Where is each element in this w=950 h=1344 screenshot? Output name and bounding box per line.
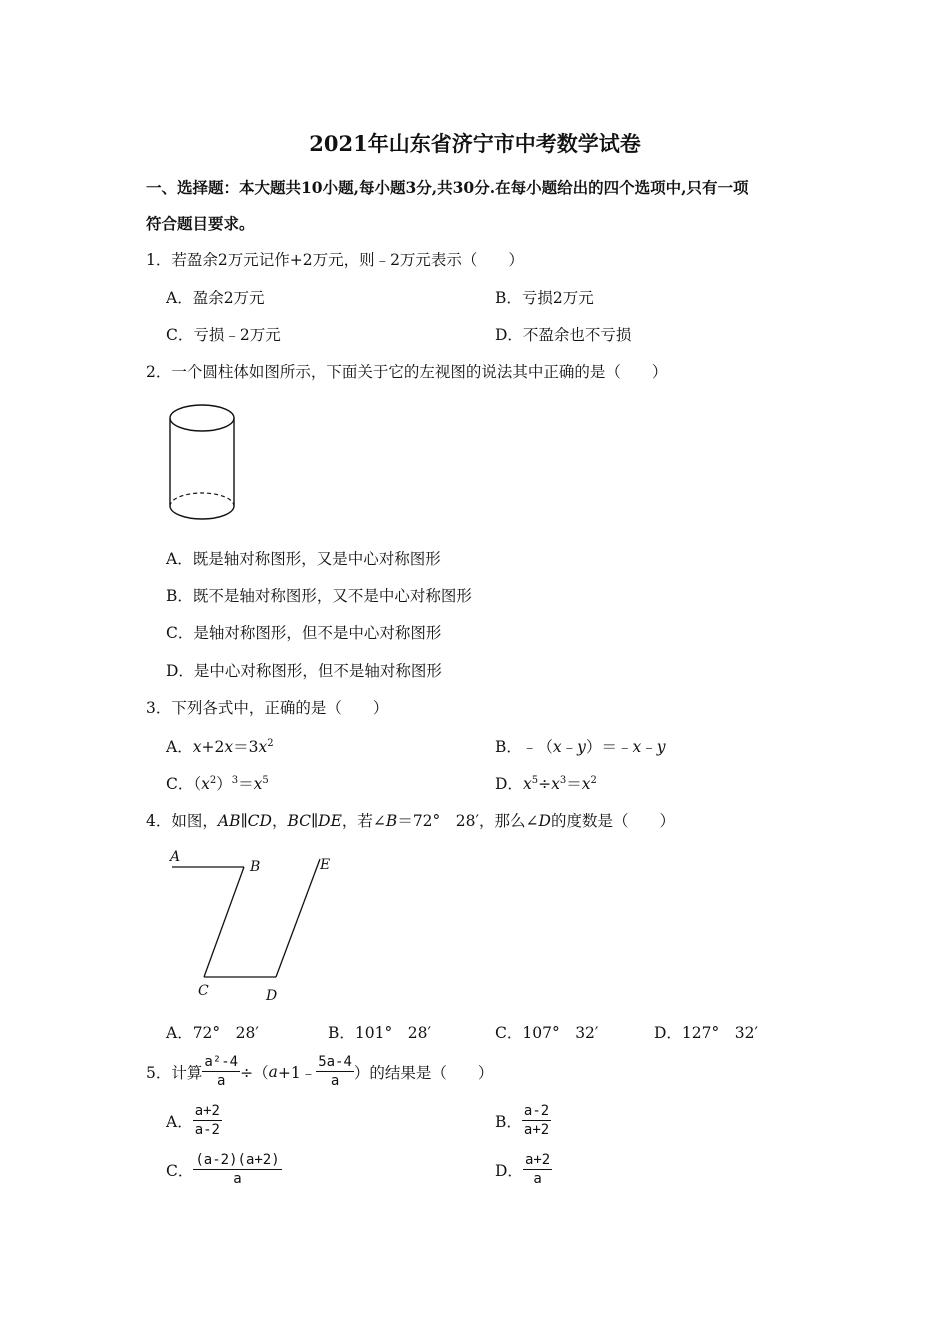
q4-option-b: B．101° 28′: [328, 1024, 431, 1042]
q1-option-c: C．亏损﹣2万元: [166, 326, 281, 344]
q2-option-b: B．既不是轴对称图形，又不是中心对称图形: [166, 587, 472, 605]
page-title: 2021年山东省济宁市中考数学试卷: [309, 131, 641, 156]
question-5-stem: 5．计算 $\frac{\text{a²-4}}{a}$ ÷（ a +1﹣ $\frac{5a-4}{a}$ ）的结果是（ ）: [146, 1054, 494, 1089]
question-2-stem: 2．一个圆柱体如图所示，下面关于它的左视图的说法其中正确的是（ ）: [146, 363, 668, 381]
q5-option-b: B． $\frac{a-2}{a+2}$: [495, 1103, 550, 1138]
q3-option-b: B．﹣（x﹣y）＝﹣x﹣y: [495, 738, 666, 756]
label-a: A: [170, 849, 181, 865]
q2-option-d: D．是中心对称图形，但不是轴对称图形: [166, 662, 442, 680]
question-3-stem: 3．下列各式中，正确的是（ ）: [146, 699, 389, 717]
q5-option-a: A． $\frac{a+2}{a-2}$: [166, 1103, 220, 1138]
q4-option-a: A．72° 28′: [166, 1024, 259, 1042]
q1-option-b: B．亏损2万元: [495, 289, 594, 307]
q3-option-d: D．$x^5\div x^3=x^2$: [495, 774, 597, 793]
q1-option-d: D．不盈余也不亏损: [495, 326, 632, 344]
q5-fraction-2: $\frac{5a-4}{a}$: [318, 1054, 352, 1089]
question-4-stem: 4．如图，AB∥CD，BC∥DE，若∠B＝72° 28′，那么∠D的度数是（ ）: [146, 812, 675, 830]
q5-option-d: D． $\frac{a+2}{a}$: [495, 1152, 551, 1187]
q5-fraction-1: $\frac{\text{a²-4}}{a}$: [204, 1054, 239, 1089]
label-b: B: [250, 859, 261, 875]
label-e: E: [320, 857, 331, 873]
q3-option-a: A．$x+2x=3x^2$: [166, 737, 274, 756]
question-1-stem: 1．若盈余2万元记作+2万元，则﹣2万元表示（ ）: [146, 251, 524, 269]
q3-option-c: C．$(x^2)^3=x^5$: [166, 774, 269, 793]
q4-option-c: C．107° 32′: [495, 1024, 599, 1042]
q1-option-a: A．盈余2万元: [166, 289, 265, 307]
label-c: C: [198, 983, 209, 999]
section-heading-line2: 符合题目要求。: [146, 214, 255, 233]
section-heading-line1: 一、选择题：本大题共10小题,每小题3分,共30分.在每小题给出的四个选项中,只有一项: [146, 178, 749, 197]
q2-option-c: C．是轴对称图形，但不是中心对称图形: [166, 624, 442, 642]
label-d: D: [266, 988, 278, 1004]
parallel-lines-figure: [164, 845, 344, 1010]
q2-option-a: A．既是轴对称图形，又是中心对称图形: [166, 550, 441, 568]
cylinder-figure: [164, 400, 244, 530]
q4-option-d: D．127° 32′: [654, 1024, 759, 1042]
q5-option-c: C． $\frac{(a-2)(a+2)}{a}$: [166, 1152, 280, 1187]
